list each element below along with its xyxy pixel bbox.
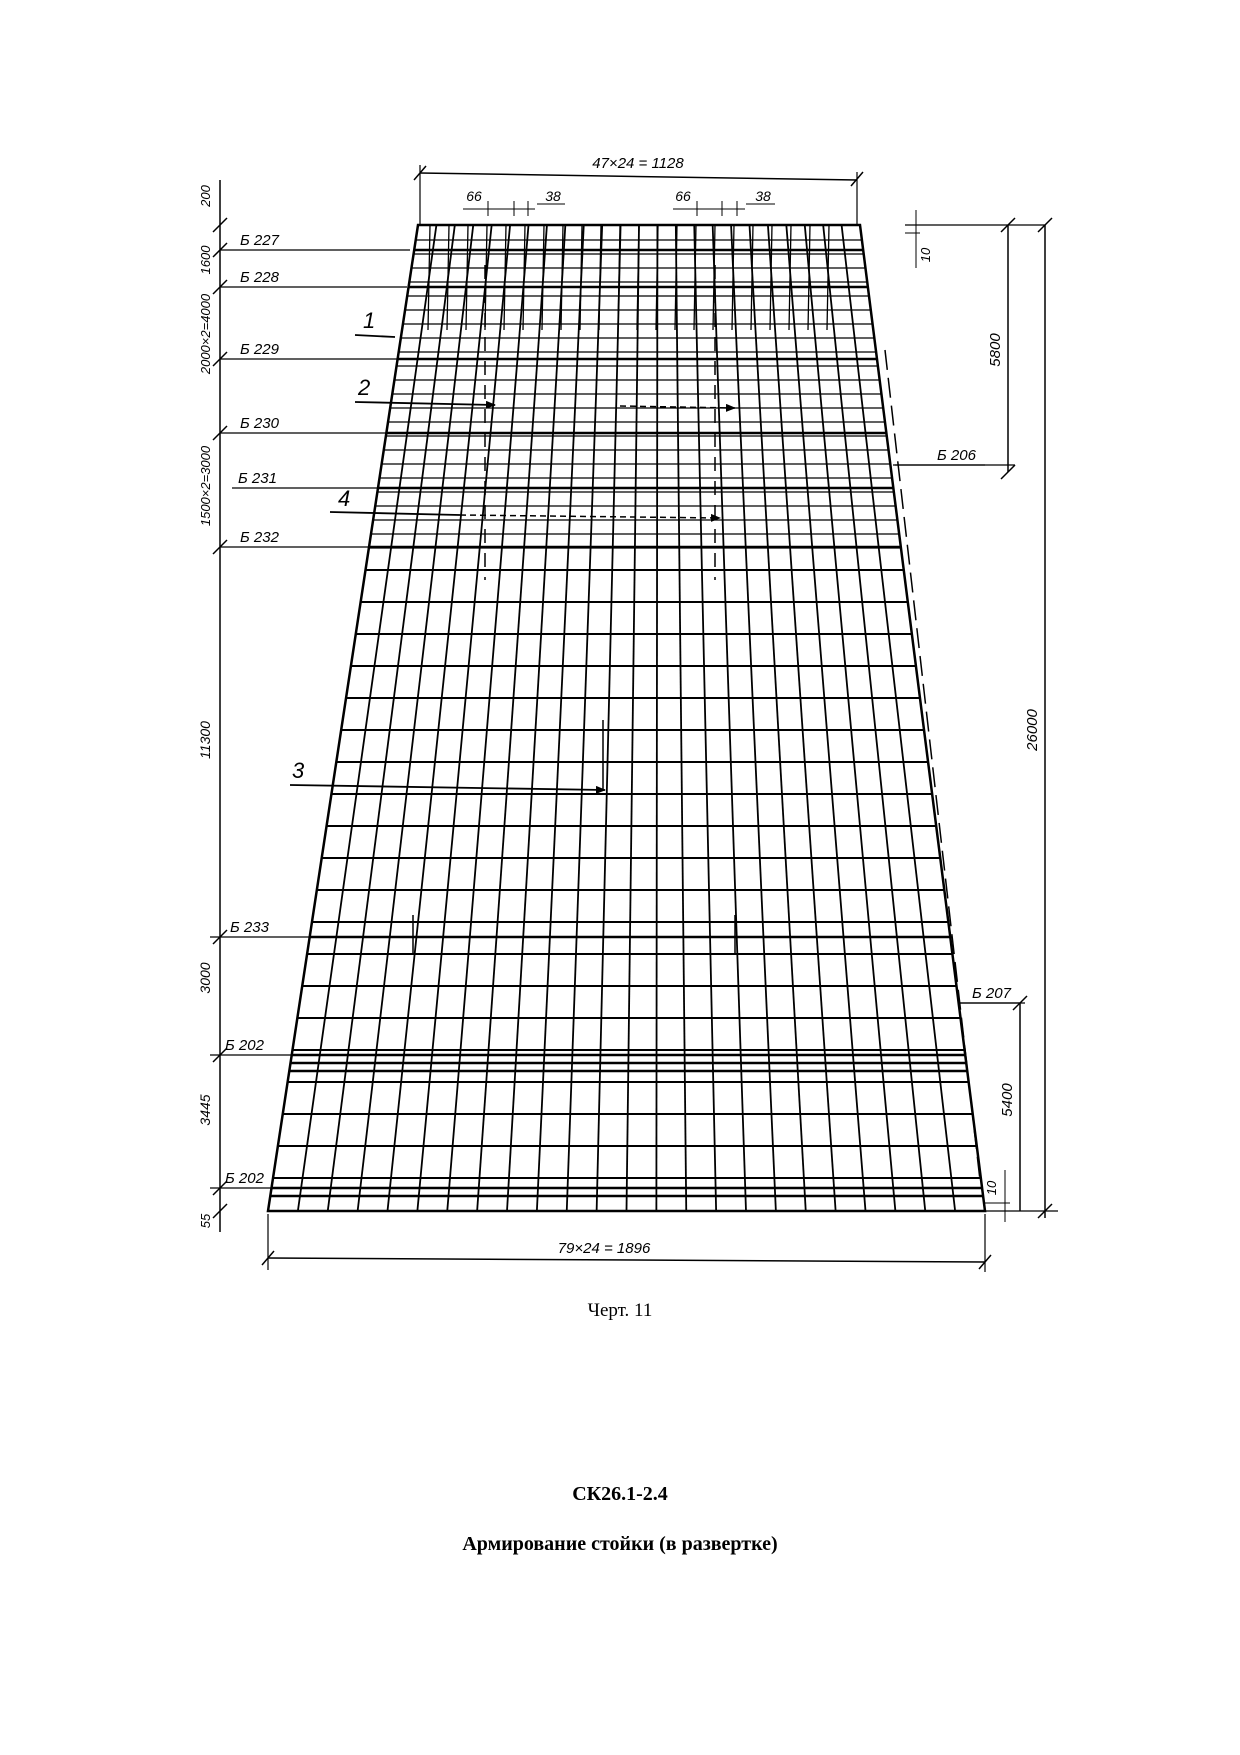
mark-b231: Б 231 — [238, 470, 277, 487]
dim-1600: 1600 — [198, 245, 213, 275]
mark-b227: Б 227 — [240, 232, 279, 249]
dim-2000x2: 2000×2=4000 — [198, 293, 213, 375]
drawing-caption: Черт. 11 — [587, 1300, 653, 1321]
top-sub-right-38: 38 — [755, 188, 771, 204]
mark-b207: Б 207 — [972, 985, 1011, 1002]
mark-b202-lower: Б 202 — [225, 1170, 264, 1187]
top-sub-right-66: 66 — [675, 188, 691, 204]
reinforcement-mesh — [270, 225, 983, 1211]
top-dimension — [414, 155, 863, 226]
mark-b202-upper: Б 202 — [225, 1037, 264, 1054]
position-1: 1 — [363, 308, 376, 333]
dim-right-10-bottom: 10 — [984, 1180, 999, 1196]
bottom-dimension — [262, 1214, 991, 1272]
position-2: 2 — [358, 375, 371, 400]
dim-3445: 3445 — [197, 1094, 213, 1126]
dim-1500x2: 1500×2=3000 — [198, 445, 213, 527]
document-code: СК26.1-2.4 — [572, 1483, 668, 1505]
mark-b206: Б 206 — [937, 447, 976, 464]
bottom-width-label: 79×24 = 1896 — [557, 1240, 651, 1257]
top-sub-left-66: 66 — [466, 188, 482, 204]
mark-b232: Б 232 — [240, 529, 279, 546]
dim-3000: 3000 — [197, 962, 213, 994]
mark-b229: Б 229 — [240, 341, 279, 358]
dim-right-5400: 5400 — [999, 1083, 1016, 1117]
mark-b230: Б 230 — [240, 415, 279, 432]
dim-11300: 11300 — [197, 721, 213, 759]
position-4: 4 — [338, 486, 351, 511]
dim-right-10-top: 10 — [918, 247, 933, 263]
dim-right-26000: 26000 — [1024, 709, 1041, 751]
top-width-label: 47×24 = 1128 — [592, 155, 684, 172]
dim-55: 55 — [198, 1213, 213, 1229]
mark-leaders — [210, 232, 1020, 1188]
document-title: Армирование стойки (в развертке) — [462, 1533, 778, 1555]
mark-b233: Б 233 — [230, 919, 269, 936]
dim-right-5800: 5800 — [987, 333, 1004, 367]
left-dimension-chain — [197, 180, 227, 1232]
position-3: 3 — [292, 758, 305, 783]
top-sub-left-38: 38 — [545, 188, 561, 204]
dim-200: 200 — [198, 185, 213, 207]
mark-b228: Б 228 — [240, 269, 279, 286]
